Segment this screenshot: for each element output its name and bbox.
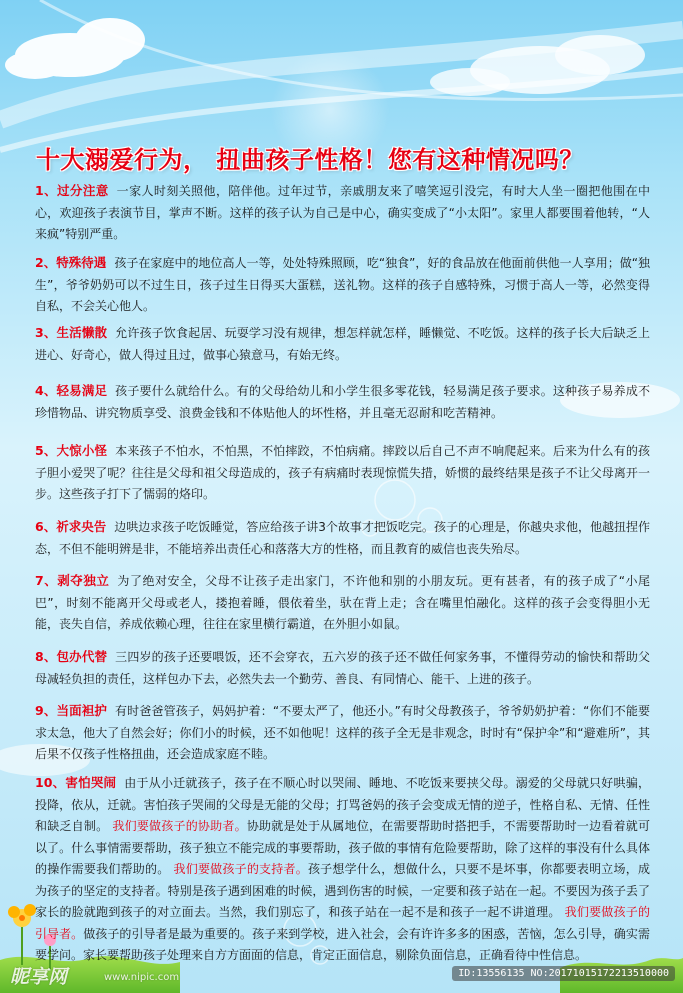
item-6 [35, 516, 650, 560]
item-text: 做孩子的引导者是最为重要的。孩子来到学校，进入社会，会有许许多多的困惑，苦恼，怎么引导，确实需要学问。家长要帮助孩子处理来自方方面面的信息，肯定正面信息，剔除负面信息，正确看待中性信息。 [35, 926, 650, 962]
watermark-logo: 昵享网 [10, 966, 68, 988]
item-heading: 10、害怕哭闹 [35, 775, 117, 790]
item-text: 孩子想学什么，想做什么，只要不是坏事，你都要表明立场，成为孩子的坚定的支持者。特别是孩子遇到困难的时候，遇到伤害的时候，一定要和孩子站在一起。不要因为孩子丢了家长的脸就跑到孩子的对立面去。当然，我们别忘了，和孩子站在一起不是和孩子一起不讲道理。 [35, 862, 650, 919]
item-text: 孩子要什么就给什么。有的父母给幼儿和小学生很多零花钱，轻易满足孩子要求。这种孩子易养成不珍惜物品、讲究物质享受、浪费金钱和不体贴他人的坏性格，并且毫无忍耐和吃苦精神。 [35, 384, 650, 420]
item-heading: 2、特殊待遇 [35, 255, 107, 270]
item-3 [35, 322, 650, 366]
item-heading: 4、轻易满足 [35, 383, 108, 398]
item-heading: 9、当面袒护 [35, 703, 108, 718]
item-text: 有时爸爸管孩子，妈妈护着：“不要太严了，他还小。”有时父母教孩子，爷爷奶奶护着：“你们不能要求太急，他大了自然会好；你们小的时候，还不如他呢！这样的孩子全无是非观念，时时有“保护伞”和“避难所”，其后果不仅孩子性格扭曲，还会造成家庭不睦。 [35, 704, 651, 761]
item-heading: 1、过分注意 [35, 183, 109, 198]
item-5 [35, 440, 650, 506]
page-title: 十大溺爱行为， 扭曲孩子性格！您有这种情况吗？ [36, 146, 584, 174]
item-9 [35, 700, 650, 766]
item-heading: 8、包办代替 [35, 649, 108, 664]
item-text: 孩子在家庭中的地位高人一等，处处特殊照顾，吃“独食”，好的食品放在他面前供他一人享用；做“独生”，爷爷奶奶可以不过生日，孩子过生日得买大蛋糕，送礼物。这样的孩子自感特殊，习惯于高人一等，必然变得自私，不会关心他人。 [35, 256, 651, 313]
item-heading: 7、剥夺独立 [35, 573, 110, 588]
item-text: 协助就是处于从属地位，在需要帮助时搭把手，不需要帮助时一边看着就可以了。什么事情需要帮助，孩子独立不能完成的事要帮助，孩子做的事情有危险要帮助，除了这样的事没有什么具体的操作需要我们帮助的。 [35, 819, 650, 876]
item-1 [35, 180, 650, 246]
item-8 [35, 646, 650, 690]
item-text: 本来孩子不怕水，不怕黑，不怕摔跤，不怕病痛。摔跤以后自己不声不响爬起来。后来为什么有的孩子胆小爱哭了呢？往往是父母和祖父母造成的，孩子有病痛时表现惊慌失措，娇惯的最终结果是孩子不让父母离开一步。这些孩子打下了懦弱的烙印。 [35, 444, 650, 501]
item-text: 一家人时刻关照他，陪伴他。过年过节，亲戚朋友来了嘻笑逗引没完，有时大人坐一圈把他围在中心，欢迎孩子表演节目，掌声不断。这样的孩子认为自己是中心，确实变成了“小太阳”。家里人都要围着他转，“人来疯”特别严重。 [35, 184, 650, 241]
item-2 [35, 252, 650, 318]
item-heading: 5、大惊小怪 [35, 443, 108, 458]
item-highlight-text: 我们要做孩子的协助者。 [112, 819, 247, 833]
item-text: 边哄边求孩子吃饭睡觉，答应给孩子讲3个故事才把饭吃完。孩子的心理是，你越央求他，他越扭捏作态，不但不能明辨是非，不能培养出责任心和落落大方的性格，而且教育的威信也丧失殆尽。 [35, 520, 650, 556]
item-text: 为了绝对安全，父母不让孩子走出家门，不许他和别的小朋友玩。更有甚者，有的孩子成了“小尾巴”，时刻不能离开父母或老人，搂抱着睡，偎依着坐，驮在背上走；含在嘴里怕融化。这样的孩子会变得胆小无能，丧失自信，养成依赖心理，往往在家里横行霸道，在外胆小如鼠。 [35, 574, 650, 631]
watermark-url: www.nipic.com [104, 972, 180, 983]
item-text: 三四岁的孩子还要喂饭，还不会穿衣，五六岁的孩子还不做任何家务事，不懂得劳动的愉快和帮助父母减轻负担的责任，这样包办下去，必然失去一个勤劳、善良、有同情心、能干、上进的孩子。 [35, 650, 650, 686]
item-4 [35, 380, 650, 424]
item-7 [35, 570, 650, 636]
item-highlight-text: 我们要做孩子的引导者。 [35, 905, 650, 941]
item-highlight-text: 我们要做孩子的支持者。 [173, 862, 308, 876]
item-heading: 6、祈求央告 [35, 519, 107, 534]
item-text: 由于从小迁就孩子，孩子在不顺心时以哭闹、睡地、不吃饭来要挟父母。溺爱的父母就只好哄骗，投降，依从，迁就。害怕孩子哭闹的父母是无能的父母；打骂爸妈的孩子会变成无情的逆子，性格自私、无情、任性和缺乏自制。 [35, 776, 650, 833]
item-heading: 3、生活懒散 [35, 325, 108, 340]
image-id-stamp: ID:13556135 NO:20171015172213510000 [452, 966, 675, 981]
item-text: 允许孩子饮食起居、玩耍学习没有规律，想怎样就怎样，睡懒觉、不吃饭。这样的孩子长大后缺乏上进心、好奇心，做人得过且过，做事心猿意马，有始无终。 [35, 326, 650, 362]
item-10 [35, 772, 650, 967]
